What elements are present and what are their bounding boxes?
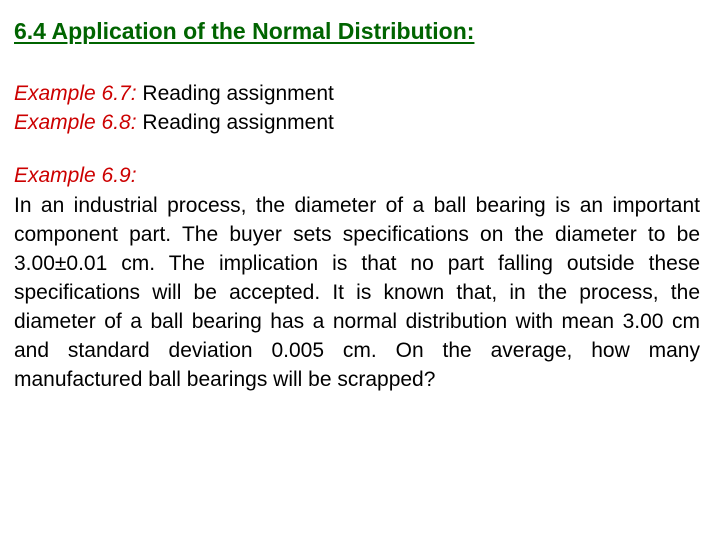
example-text: Reading assignment <box>136 111 334 134</box>
slide-title: 6.4 Application of the Normal Distribution: <box>14 18 475 44</box>
example-body-paragraph: In an industrial process, the diameter of a ball bearing is an important component part. The buyer sets specifications on the diameter to be 3.00±0.01 cm. The implication is that no part falling outside these specifications will be accepted. It is known that, in the process, the diameter of a ball bearing has a normal distribution with mean 3.00 cm and standard deviation 0.005 cm. On the average, how many manufactured ball bearings will be scrapped? <box>14 194 700 391</box>
example-label: Example 6.8: <box>14 111 137 134</box>
example-label: Example 6.7: <box>14 82 137 105</box>
example-line-6-7 <box>14 81 334 107</box>
example-text: Reading assignment <box>136 82 334 105</box>
example-line-6-9 <box>14 163 137 189</box>
example-line-6-8 <box>14 110 334 136</box>
example-label: Example 6.9: <box>14 164 137 187</box>
